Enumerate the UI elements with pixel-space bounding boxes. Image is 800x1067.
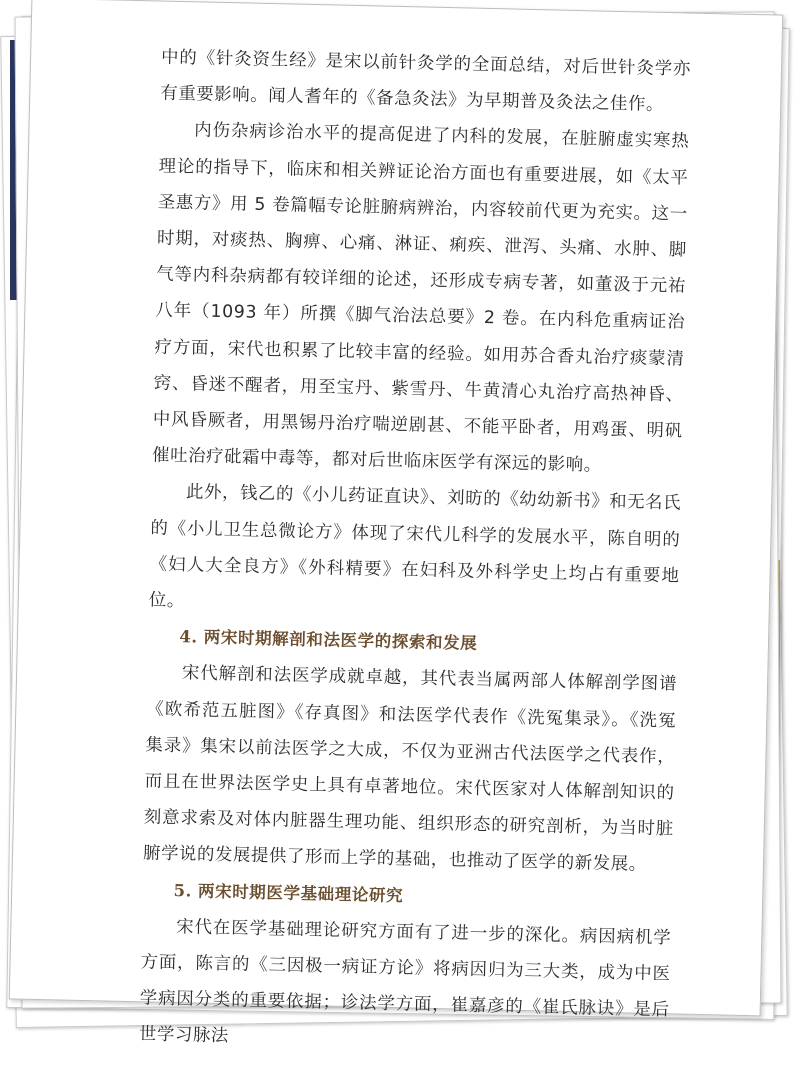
paragraph-1: 中的《针灸资生经》是宋以前针灸学的全面总结，对后世针灸学亦有重要影响。闻人耆年的《备急灸法》为早期普及灸法之佳作。	[160, 47, 692, 116]
section-number: 4.	[179, 627, 198, 647]
page-body	[139, 40, 692, 1065]
paragraph-2: 内伤杂病诊治水平的提高促进了内科的发展，在脏腑虚实寒热理论的指导下，临床和相关辨证论治方面也有重要进展，如《太平圣惠方》用 5 卷篇幅专论脏腑病辨治，内容较前代更为充实。这一时期，对痰热、胸痹、心痛、淋证、痢疾、泄泻、头痛、水肿、脚气等内科杂病都有较详细的论述，还形成专病专著，如董汲于元祐八年（1093 年）所撰《脚气治法总要》2 卷。在内科危重病证治疗方面，宋代也积累了比较丰富的经验。如用苏合香丸治疗痰蒙清窍、昏迷不醒者，用至宝丹、紫雪丹、牛黄清心丸治疗高热神昏、中风昏厥者，用黑锡丹治疗喘逆剧甚、不能平卧者，用鸡蛋、明矾催吐治疗砒霜中毒等，都对后世临床医学有深远的影响。	[151, 120, 690, 476]
document-page	[9, 0, 784, 1047]
paragraph-5: 宋代在医学基础理论研究方面有了进一步的深化。病因病机学方面，陈言的《三因极一病证方论》将病因归为三大类，成为中医学病因分类的重要依据；诊法学方面，崔嘉彦的《崔氏脉诀》是后世学习脉法	[138, 916, 672, 1047]
paragraph-3: 此外，钱乙的《小儿药证直诀》、刘昉的《幼幼新书》和无名氏的《小儿卫生总微论方》体现了宋代儿科学的发展水平，陈自明的《妇人大全良方》《外科精要》在妇科及外科学史上均占有重要地位。	[148, 482, 682, 612]
paragraph-4: 宋代解剖和法医学成就卓越，其代表当属两部人体解剖学图谱《欧希范五脏图》《存真图》和法医学代表作《洗冤集录》。《洗冤集录》集宋以前法医学之大成，不仅为亚洲古代法医学之代表作，而且在世界法医学史上具有卓著地位。宋代医家对人体解剖知识的刻意求索及对体内脏器生理功能、组织形态的研究剖析，为当时脏腑学说的发展提供了形而上学的基础，也推动了医学的新发展。	[142, 663, 678, 876]
section-title: 两宋时期解剖和法医学的探索和发展	[203, 627, 478, 654]
section-title: 两宋时期医学基础理论研究	[197, 881, 404, 905]
section-number: 5.	[173, 880, 193, 901]
